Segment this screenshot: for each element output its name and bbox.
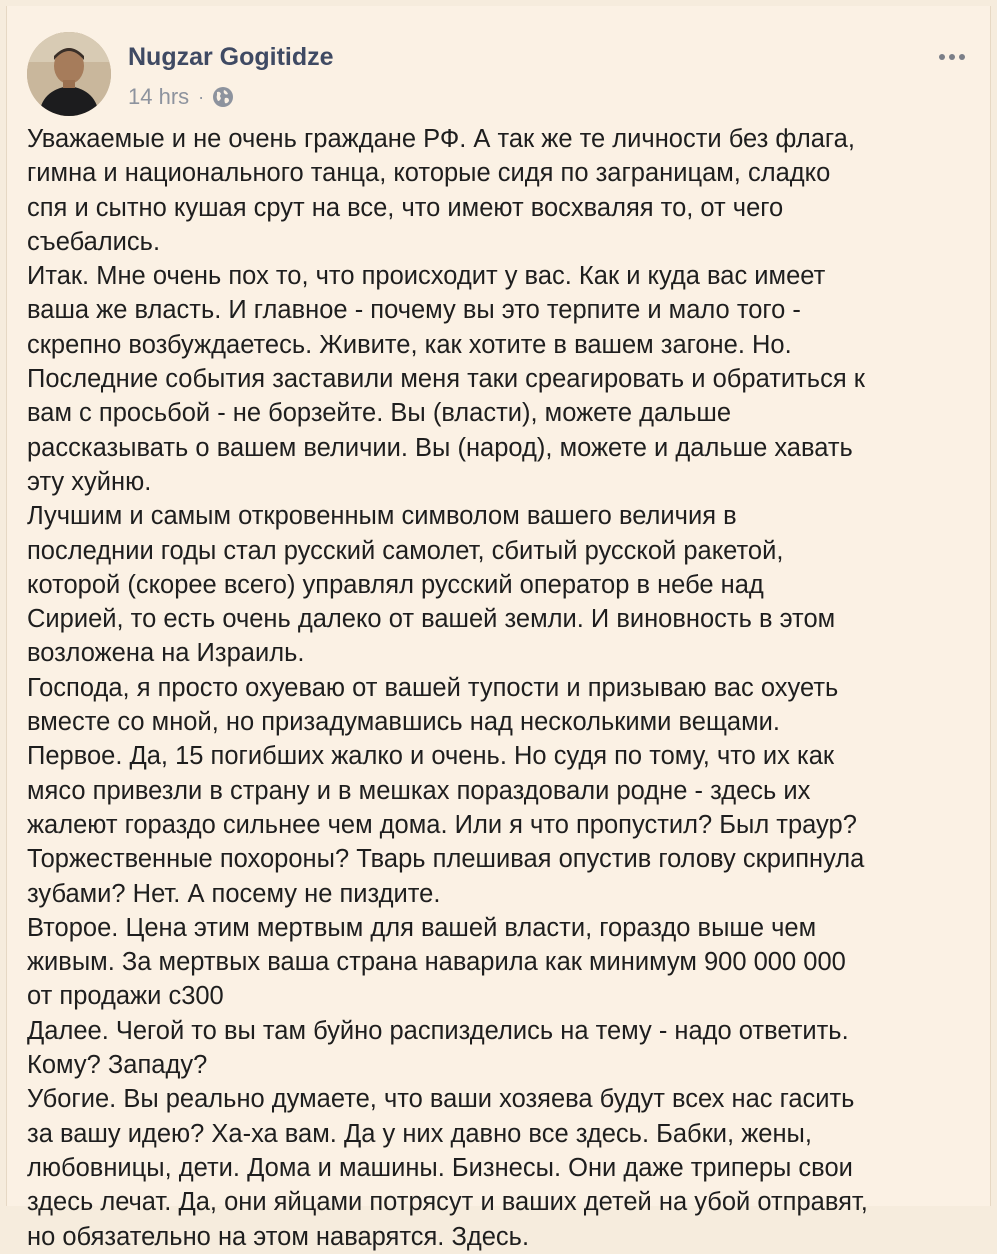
post-text-line: Сирией, то есть очень далеко от вашей земли. И виновность в этом <box>27 605 836 634</box>
post-text-line: которой (скорее всего) управлял русский оператор в небе над <box>27 570 764 599</box>
post-text-line: Последние события заставили меня таки среагировать и обратиться к <box>27 365 865 394</box>
post-text-line: Второе. Цена этим мертвым для вашей власти, гораздо выше чем <box>27 913 817 942</box>
meta-separator: · <box>198 86 205 107</box>
post-text-line: любовницы, дети. Дома и машины. Бизнесы. Они даже триперы свои <box>27 1153 853 1182</box>
post-text-line: Далее. Чегой то вы там буйно распизделись на тему - надо ответить. <box>27 1016 849 1045</box>
avatar[interactable] <box>27 32 111 116</box>
post-text-line: Кому? Западу? <box>27 1051 208 1080</box>
post-text-line: съебались. <box>27 227 161 256</box>
post-text-line: Убогие. Вы реально думаете, что ваши хозяева будут всех нас гасить <box>27 1085 855 1114</box>
post-text-line: скрепно возбуждаетесь. Живите, как хотите в вашем загоне. Но. <box>27 330 792 359</box>
post-text-line: последнии годы стал русский самолет, сбитый русской ракетой, <box>27 536 784 565</box>
post-text-line: жалеют гораздо сильнее чем дома. Или я что пропустил? Был траур? <box>27 810 857 839</box>
post-text-line: возложена на Израиль. <box>27 639 305 668</box>
post-card <box>6 6 991 1251</box>
post-text-line: за вашу идею? Ха-ха вам. Да у них давно все здесь. Бабки, жены, <box>27 1119 812 1148</box>
post-text-line: рассказывать о вашем величии. Вы (народ), можете и дальше хавать <box>27 433 853 462</box>
post-text-line: живым. За мертвых ваша страна наварила как минимум 900 000 000 <box>27 948 846 977</box>
post-text-line: мясо привезли в страну и в мешках пораздовали родне - здесь их <box>27 776 811 805</box>
post-text-line: здесь лечат. Да, они яйцами потрясут и ваших детей на убой отправят, <box>27 1188 868 1217</box>
post-text <box>27 122 977 1254</box>
post-text-line: вместе со мной, но призадумавшись над несколькими вещами. <box>27 708 780 737</box>
post-text-line: Уважаемые и не очень граждане РФ. А так же те личности без флага, <box>27 125 855 153</box>
post-header <box>27 32 977 122</box>
post-text-line: Торжественные похороны? Тварь плешивая опустив голову скрипнула <box>27 845 865 874</box>
post-timestamp[interactable]: 14 hrs <box>128 84 190 109</box>
post-meta <box>128 84 234 110</box>
post-text-line: эту хуйню. <box>27 467 152 496</box>
post-text-line: Господа, я просто охуеваю от вашей тупости и призываю вас охуеть <box>27 673 839 702</box>
post-text-line: ваша же власть. И главное - почему вы это терпите и мало того - <box>27 296 801 325</box>
post-text-line: Итак. Мне очень пох то, что происходит у вас. Как и куда вас имеет <box>27 262 826 291</box>
author-name[interactable]: Nugzar Gogitidze <box>128 43 334 71</box>
post-text-line: Лучшим и самым откровенным символом вашего величия в <box>27 502 737 531</box>
more-dots-icon[interactable] <box>937 48 967 66</box>
post-text-line: Первое. Да, 15 погибших жалко и очень. Но судя по тому, что их как <box>27 742 835 771</box>
post-text-line: но обязательно на этом наварятся. Здесь. <box>27 1222 530 1251</box>
post-text-line: спя и сытно кушая срут на все, что имеют восхваляя то, от чего <box>27 193 784 222</box>
post-text-line: зубами? Нет. А посему не пиздите. <box>27 879 441 908</box>
globe-icon[interactable] <box>212 86 234 108</box>
post-text-line: от продажи с300 <box>27 982 224 1011</box>
post-text-line: гимна и национального танца, которые сидя по заграницам, сладко <box>27 159 831 188</box>
post-text-line: вам с просьбой - не борзейте. Вы (власти), можете дальше <box>27 399 732 428</box>
